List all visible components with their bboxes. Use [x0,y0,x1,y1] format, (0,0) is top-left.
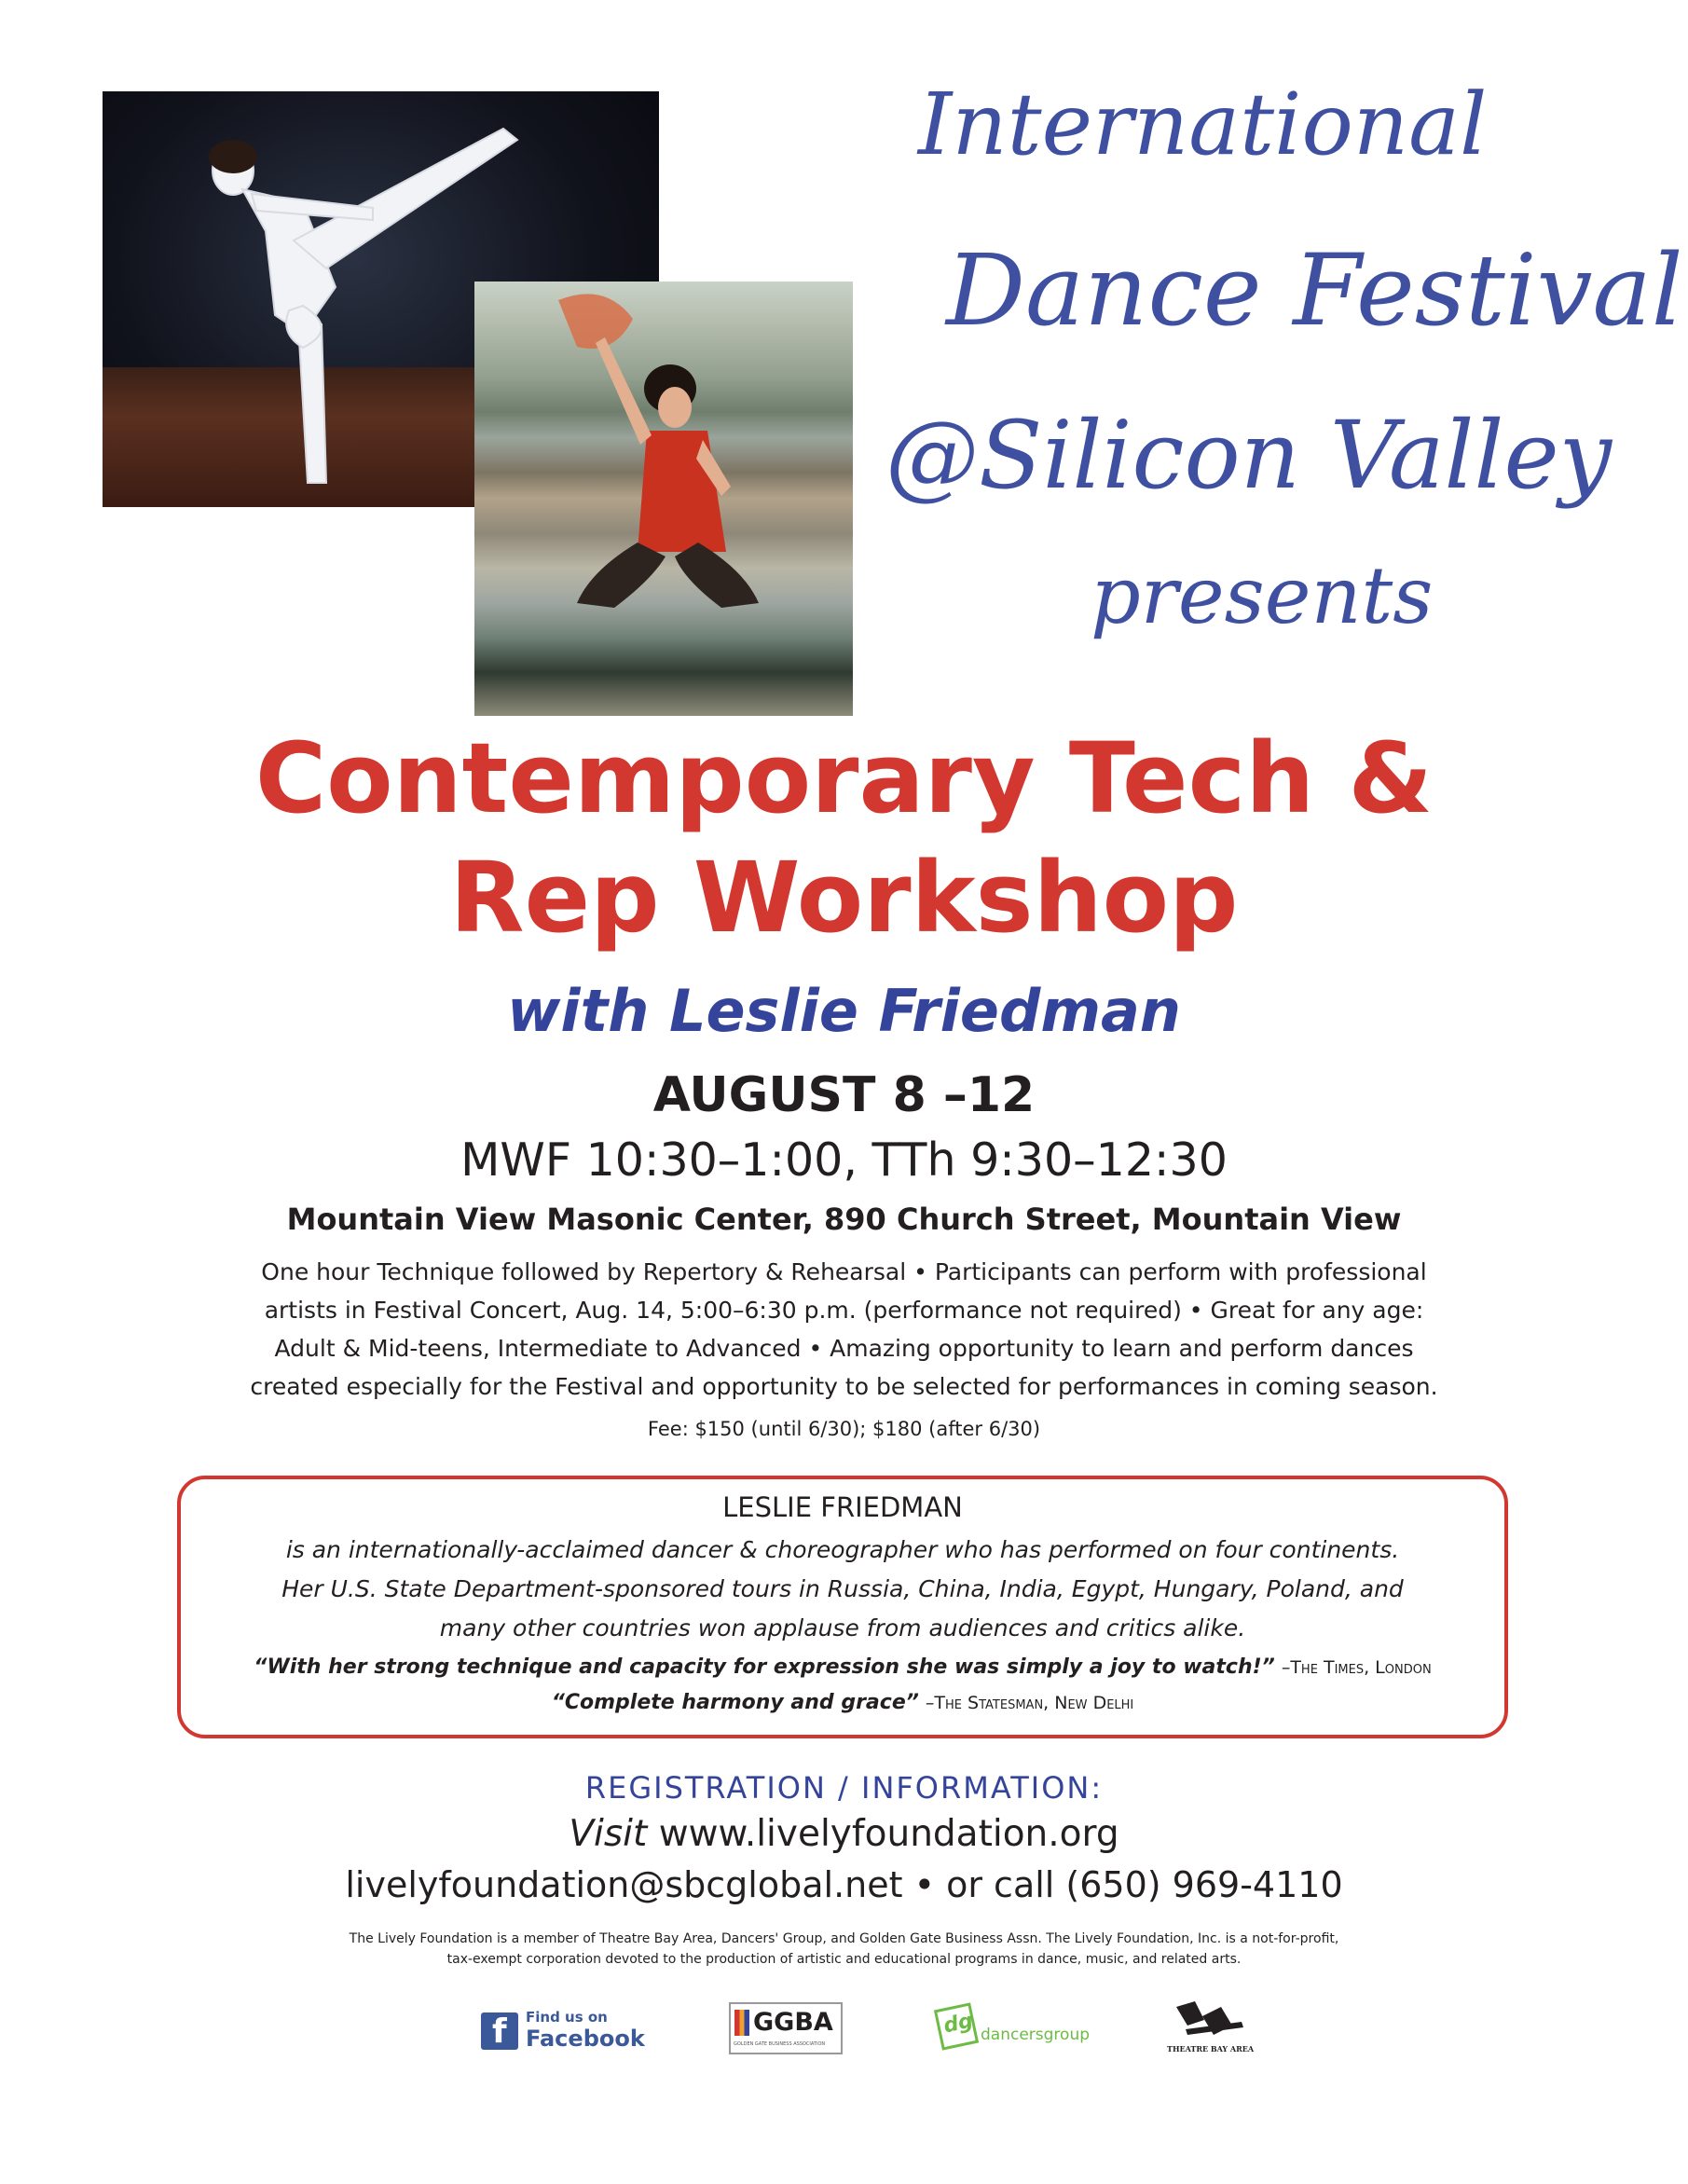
bio-text [177,1531,1508,1648]
workshop-title-line2: Rep Workshop [449,841,1239,955]
workshop-subtitle: with Leslie Friedman [507,977,1181,1045]
footer-line-2: tax-exempt corporation devoted to the production of artistic and educational programs in dance, music, and related arts. [446,1952,1242,1967]
facebook-logo[interactable] [481,2009,645,2055]
workshop-description [149,1253,1539,1406]
dancersgroup-text: dancersgroup [981,2026,1091,2044]
phone-text: • or call (650) 969-4110 [913,1864,1343,1905]
facebook-icon: f [481,2012,518,2050]
bio-quote-2: “Complete harmony and grace” [551,1691,919,1714]
footer-line-1: The Lively Foundation is a member of Theatre Bay Area, Dancers' Group, and Golden Gate Business Assn. The Lively Foundation, Inc. is a not-for-profit, [349,1931,1339,1946]
description-line-4: created especially for the Festival and opportunity to be selected for performances in coming season. [250,1373,1438,1400]
bio-line-3: many other countries won applause from audiences and critics alike. [439,1614,1246,1641]
bio-quote-2-source: –The Statesman, New Delhi [925,1693,1134,1713]
registration-heading: REGISTRATION / INFORMATION: [584,1770,1104,1806]
ggba-subtext: GOLDEN GATE BUSINESS ASSOCIATION [734,2041,826,2047]
theatre-bay-area-logo[interactable] [1167,1998,1253,2063]
facebook-find-text: Find us on [526,2009,608,2026]
dancersgroup-icon: dg [934,2002,979,2050]
registration-website-row [0,1808,1688,1861]
registration-contact-row [0,1859,1688,1911]
ggba-logo[interactable] [729,2002,843,2054]
theatre-bay-area-icon [1167,1998,1253,2046]
ggba-bars-icon [734,2010,749,2036]
workshop-times: MWF 10:30–1:00, TTh 9:30–12:30 [460,1133,1228,1187]
website-link[interactable]: www.livelyfoundation.org [658,1813,1119,1855]
bio-quote-1-source: –The Times, London [1281,1657,1432,1678]
bio-line-2: Her U.S. State Department-sponsored tours in Russia, China, India, Egypt, Hungary, Poland, and [281,1575,1404,1602]
facebook-text: Facebook [526,2026,645,2052]
bio-line-1: is an internationally-acclaimed dancer & choreographer who has performed on four continents. [285,1536,1400,1563]
bio-name: LESLIE FRIEDMAN [722,1491,963,1523]
workshop-dates: AUGUST 8 –12 [652,1067,1036,1123]
workshop-location: Mountain View Masonic Center, 890 Church Street, Mountain View [286,1202,1402,1237]
script-heading-line4: presents [1091,550,1434,641]
dancer-photo-red [474,282,853,716]
theatre-bay-area-text: THEATRE BAY AREA [1167,2044,1255,2054]
bio-quote-2-row [177,1685,1508,1721]
description-line-2: artists in Festival Concert, Aug. 14, 5:00–6:30 p.m. (performance not required) • Great for any age: [264,1297,1424,1324]
script-heading-line1: International [918,75,1488,174]
description-line-1: One hour Technique followed by Repertory & Rehearsal • Participants can perform with professional [261,1258,1427,1285]
workshop-fee: Fee: $150 (until 6/30); $180 (after 6/30) [647,1418,1041,1440]
footer-note [186,1929,1502,1970]
bio-quote-1-row [177,1650,1508,1685]
script-heading-line3: @Silicon Valley [885,401,1613,510]
dancersgroup-logo[interactable] [938,2004,1091,2055]
bio-quote-1: “With her strong technique and capacity for expression she was simply a joy to watch!” [254,1655,1275,1679]
description-line-3: Adult & Mid-teens, Intermediate to Advanced • Amazing opportunity to learn and perform dances [274,1335,1414,1362]
workshop-title-line1: Contemporary Tech & [254,721,1434,835]
script-heading-line2: Dance Festival [946,233,1683,348]
email-link[interactable]: livelyfoundation@sbcglobal.net [345,1864,903,1905]
ggba-text: GGBA [753,2008,833,2037]
visit-label: Visit [569,1813,648,1855]
